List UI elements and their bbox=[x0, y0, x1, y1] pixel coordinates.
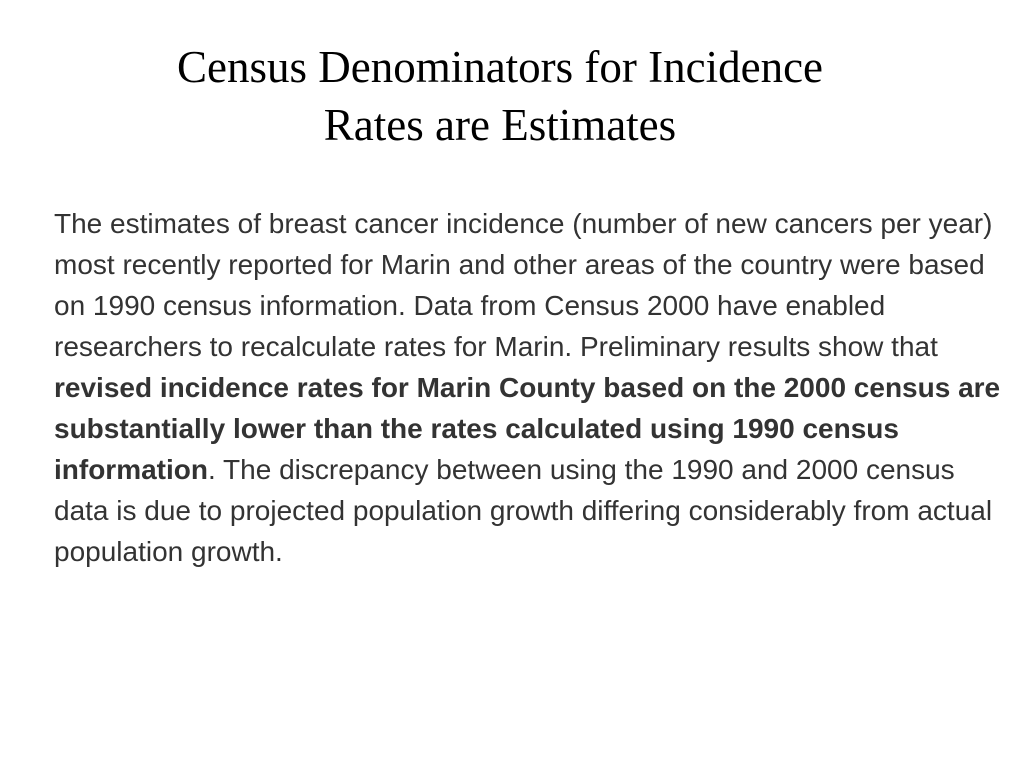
slide-body-paragraph bbox=[54, 203, 1004, 572]
body-intro-text: The estimates of breast cancer incidence (number of new cancers per year) most recently reported for Marin and other areas of the country were based on 1990 census information. Data from Census 2000 have enabled researchers to recalculate rates for Marin. Preliminary results show that bbox=[54, 208, 993, 362]
body-outro-text: . The discrepancy between using the 1990 and 2000 census data is due to projected population growth differing considerably from actual population growth. bbox=[54, 454, 993, 567]
slide-title bbox=[0, 38, 1000, 154]
body-bold-text: revised incidence rates for Marin County based on the 2000 census are substantially lower than the rates calculated using 1990 census information bbox=[54, 372, 1001, 485]
slide-title-line-1: Census Denominators for Incidence bbox=[176, 42, 824, 92]
slide-title-line-2: Rates are Estimates bbox=[323, 100, 677, 150]
